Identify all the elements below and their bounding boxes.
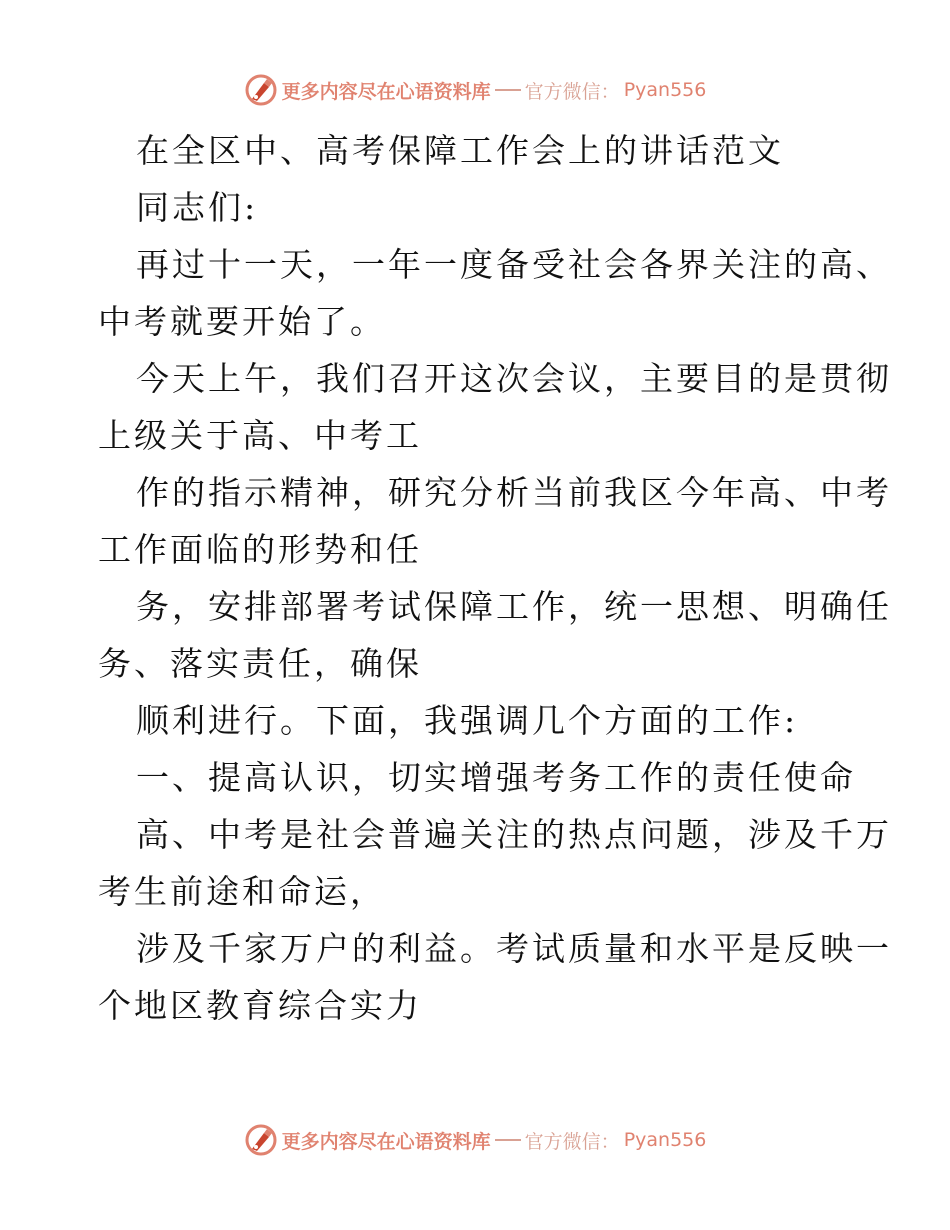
footer-watermark bbox=[0, 1120, 950, 1160]
watermark-site-text: 更多内容尽在心语资料库 bbox=[281, 1130, 491, 1153]
text-line: 再过十一天，一年一度备受社会各界关注的高、 bbox=[136, 245, 892, 284]
text-line: 务，安排部署考试保障工作，统一思想、明确任 bbox=[136, 587, 892, 626]
watermark-site-text: 更多内容尽在心语资料库 bbox=[281, 80, 491, 103]
text-line: 上级关于高、中考工 bbox=[98, 416, 422, 455]
document-title: 在全区中、高考保障工作会上的讲话范文 bbox=[136, 131, 784, 170]
header-watermark bbox=[0, 70, 950, 110]
watermark-wechat-label: 官方微信： bbox=[524, 1130, 620, 1153]
text-line: 个地区教育综合实力 bbox=[98, 986, 422, 1025]
watermark-divider bbox=[495, 1139, 521, 1141]
salutation: 同志们: bbox=[136, 188, 259, 227]
watermark-wechat-id: Pyan556 bbox=[623, 1129, 707, 1151]
text-line: 涉及千家万户的利益。考试质量和水平是反映一 bbox=[136, 929, 892, 968]
pen-logo-icon bbox=[244, 1123, 278, 1157]
watermark-wechat-label: 官方微信： bbox=[524, 80, 620, 103]
section-heading: 一、提高认识，切实增强考务工作的责任使命 bbox=[136, 758, 856, 797]
text-line: 务、落实责任，确保 bbox=[98, 644, 422, 683]
document-body bbox=[98, 122, 892, 1034]
watermark-wechat-id: Pyan556 bbox=[623, 79, 707, 101]
text-line: 今天上午，我们召开这次会议，主要目的是贯彻 bbox=[136, 359, 892, 398]
pen-logo-icon bbox=[244, 73, 278, 107]
text-line: 作的指示精神，研究分析当前我区今年高、中考 bbox=[136, 473, 892, 512]
text-line: 高、中考是社会普遍关注的热点问题，涉及千万 bbox=[136, 815, 892, 854]
watermark-divider bbox=[495, 89, 521, 91]
text-line: 工作面临的形势和任 bbox=[98, 530, 422, 569]
text-line: 中考就要开始了。 bbox=[98, 302, 386, 341]
text-line: 考生前途和命运， bbox=[98, 872, 386, 911]
text-line: 顺利进行。下面，我强调几个方面的工作: bbox=[136, 701, 799, 740]
